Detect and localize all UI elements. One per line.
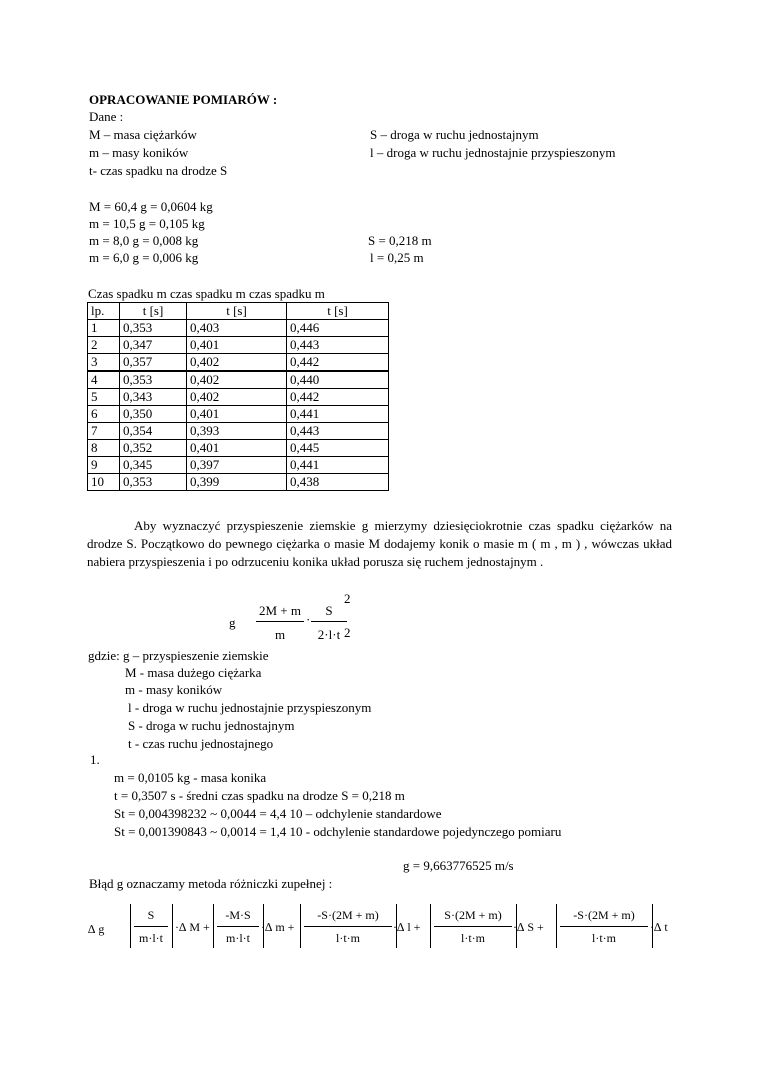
term-numerator: S — [147, 908, 155, 922]
error-intro: Błąd g oznaczamy metoda różniczki zupełnej : — [89, 876, 333, 891]
term-numerator: -S·(2M + m) — [573, 908, 635, 922]
table-row — [88, 320, 389, 337]
row-number-cell: 3 — [88, 354, 120, 372]
formula-denominator: m — [274, 627, 286, 642]
where-line: M - masa dużego ciężarka — [125, 665, 262, 680]
result-value: g = 9,663776525 m/s — [403, 858, 514, 873]
time-cell: 0,403 — [187, 320, 287, 337]
given-item: m – masy koników — [89, 145, 189, 160]
time-cell: 0,399 — [187, 474, 287, 491]
term-numerator: -S·(2M + m) — [317, 908, 379, 922]
abs-bar — [300, 904, 301, 948]
fraction-bar — [217, 926, 259, 927]
time-cell: 0,401 — [187, 440, 287, 457]
header-cell: t [s] — [120, 303, 187, 320]
time-cell: 0,442 — [287, 389, 389, 406]
abs-bar — [556, 904, 557, 948]
term-tail: ·∆ m + — [261, 920, 295, 934]
row-number-cell: 7 — [88, 423, 120, 440]
where-line: m - masy koników — [125, 682, 223, 697]
term-tail: ·∆ l + — [393, 920, 421, 934]
table-row — [88, 457, 389, 474]
table-row — [88, 354, 389, 372]
time-cell: 0,401 — [187, 406, 287, 423]
value-line: m = 10,5 g = 0,105 kg — [89, 216, 205, 231]
row-number-cell: 4 — [88, 371, 120, 389]
term-denominator: l·t·m — [592, 931, 616, 945]
given-label: Dane : — [89, 109, 124, 124]
abs-bar — [130, 904, 131, 948]
table-row — [88, 423, 389, 440]
case-number: 1. — [90, 752, 100, 767]
table-caption: Czas spadku m czas spadku m czas spadku m — [88, 286, 325, 301]
time-cell: 0,441 — [287, 406, 389, 423]
formula-denominator: 2·l·t — [317, 627, 341, 642]
fraction-bar — [134, 926, 168, 927]
given-item: t- czas spadku na drodze S — [89, 163, 228, 178]
term-numerator: -M·S — [225, 908, 251, 922]
where-line: gdzie: g – przyspieszenie ziemskie — [88, 648, 269, 663]
time-cell: 0,443 — [287, 337, 389, 354]
formula-numerator: S — [325, 603, 333, 618]
time-cell: 0,354 — [120, 423, 187, 440]
time-cell: 0,393 — [187, 423, 287, 440]
formula-exponent: 2 — [344, 625, 351, 640]
time-cell: 0,401 — [187, 337, 287, 354]
time-cell: 0,357 — [120, 354, 187, 372]
time-cell: 0,441 — [287, 457, 389, 474]
table-row — [88, 337, 389, 354]
term-denominator: l·t·m — [461, 931, 485, 945]
formula-numerator: 2M + m — [258, 603, 301, 618]
row-number-cell: 1 — [88, 320, 120, 337]
time-cell: 0,443 — [287, 423, 389, 440]
value-line: M = 60,4 g = 0,0604 kg — [89, 199, 213, 214]
time-cell: 0,350 — [120, 406, 187, 423]
time-cell: 0,438 — [287, 474, 389, 491]
table-row — [88, 474, 389, 491]
fraction-bar — [304, 926, 392, 927]
time-cell: 0,402 — [187, 371, 287, 389]
fraction-bar — [256, 621, 304, 622]
row-number-cell: 9 — [88, 457, 120, 474]
term-tail: ·∆ t — [650, 920, 668, 934]
time-cell: 0,402 — [187, 354, 287, 372]
page-title: OPRACOWANIE POMIARÓW : — [89, 92, 278, 107]
error-lhs: ∆ g — [88, 922, 105, 936]
time-cell: 0,353 — [120, 371, 187, 389]
time-cell: 0,347 — [120, 337, 187, 354]
fraction-bar — [560, 926, 648, 927]
value-line: m = 6,0 g = 0,006 kg — [89, 250, 199, 265]
case-line: t = 0,3507 s - średni czas spadku na drodze S = 0,218 m — [114, 788, 405, 803]
given-item: l – droga w ruchu jednostajnie przyspieszonym — [370, 145, 616, 160]
given-item: S – droga w ruchu jednostajnym — [370, 127, 539, 142]
term-denominator: m·l·t — [226, 931, 250, 945]
case-line: St = 0,004398232 ~ 0,0044 = 4,4 10 – odchylenie standardowe — [114, 806, 442, 821]
row-number-cell: 8 — [88, 440, 120, 457]
row-number-cell: 5 — [88, 389, 120, 406]
time-cell: 0,440 — [287, 371, 389, 389]
row-number-cell: 6 — [88, 406, 120, 423]
term-denominator: m·l·t — [139, 931, 163, 945]
table-row — [88, 371, 389, 389]
row-number-cell: 2 — [88, 337, 120, 354]
abs-bar — [213, 904, 214, 948]
term-tail: ·∆ M + — [175, 920, 210, 934]
case-line: m = 0,0105 kg - masa konika — [114, 770, 267, 785]
value-line: S = 0,218 m — [368, 233, 432, 248]
value-line: l = 0,25 m — [370, 250, 424, 265]
where-line: l - droga w ruchu jednostajnie przyspieszonym — [128, 700, 372, 715]
abs-bar — [172, 904, 173, 948]
time-cell: 0,353 — [120, 474, 187, 491]
header-cell: t [s] — [287, 303, 389, 320]
description-paragraph: Aby wyznaczyć przyspieszenie ziemskie g mierzymy dziesięciokrotnie czas spadku ciężarków na drodze S. Początkowo do pewnego ciężarka o masie M dodajemy konik o masie m ( m , m ) , wówczas układ nabiera przyspieszenia i po odrzuceniu konika układ porusza się ruchem jednostajnym . — [87, 518, 672, 569]
where-line: t - czas ruchu jednostajnego — [128, 736, 274, 751]
time-cell: 0,446 — [287, 320, 389, 337]
multiply-dot: · — [306, 612, 311, 627]
time-cell: 0,397 — [187, 457, 287, 474]
value-line: m = 8,0 g = 0,008 kg — [89, 233, 199, 248]
table-row — [88, 389, 389, 406]
header-cell: lp. — [88, 303, 120, 320]
time-cell: 0,352 — [120, 440, 187, 457]
where-line: S - droga w ruchu jednostajnym — [128, 718, 295, 733]
formula-exponent: 2 — [344, 591, 351, 606]
term-numerator: S·(2M + m) — [444, 908, 502, 922]
formula-lhs: g — [229, 615, 236, 630]
table-row — [88, 406, 389, 423]
term-tail: ·∆ S + — [513, 920, 544, 934]
measurement-table — [87, 302, 389, 491]
table-row — [88, 440, 389, 457]
fraction-bar — [434, 926, 512, 927]
time-cell: 0,402 — [187, 389, 287, 406]
time-cell: 0,442 — [287, 354, 389, 372]
time-cell: 0,343 — [120, 389, 187, 406]
table-header-row — [88, 303, 389, 320]
time-cell: 0,353 — [120, 320, 187, 337]
case-line: St = 0,001390843 ~ 0,0014 = 1,4 10 - odchylenie standardowe pojedynczego pomiaru — [114, 824, 562, 839]
fraction-bar — [311, 621, 347, 622]
given-item: M – masa ciężarków — [89, 127, 197, 142]
row-number-cell: 10 — [88, 474, 120, 491]
time-cell: 0,445 — [287, 440, 389, 457]
abs-bar — [430, 904, 431, 948]
time-cell: 0,345 — [120, 457, 187, 474]
header-cell: t [s] — [187, 303, 287, 320]
term-denominator: l·t·m — [336, 931, 360, 945]
